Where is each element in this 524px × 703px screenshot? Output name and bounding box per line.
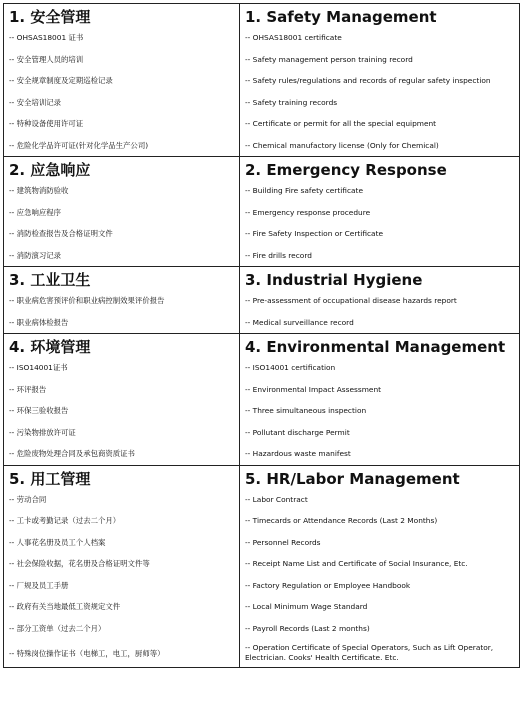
list-item: -- 特殊岗位操作证书（电梯工，电工，厨师等） [9, 648, 165, 658]
list-item: -- OHSAS18001 证书 [9, 33, 84, 43]
section-en-column [240, 466, 519, 668]
section-cn-column [4, 267, 240, 333]
list-item: -- Pollutant discharge Permit [245, 427, 350, 437]
section-emergency-response [4, 156, 519, 266]
list-item: -- 工卡或考勤记录（过去二个月） [9, 516, 121, 526]
section-en-title: 5. HR/Labor Management [245, 469, 460, 488]
section-cn-column [4, 4, 240, 156]
list-item: -- ISO14001证书 [9, 363, 68, 373]
section-cn-column [4, 334, 240, 465]
list-item: -- Receipt Name List and Certificate of Social Insurance, Etc. [245, 559, 468, 569]
list-item: -- OHSAS18001 certificate [245, 33, 342, 43]
list-item: -- Payroll Records (Last 2 months) [245, 623, 370, 633]
list-item: -- Labor Contract [245, 494, 308, 504]
list-item: -- Pre-assessment of occupational disease hazards report [245, 296, 457, 306]
list-item: -- Factory Regulation or Employee Handbook [245, 580, 411, 590]
list-item: -- Local Minimum Wage Standard [245, 602, 368, 612]
list-item: -- 职业病体检报告 [9, 317, 69, 327]
section-en-column [240, 4, 519, 156]
list-item: -- 安全规章制度及定期巡检记录 [9, 76, 113, 86]
section-en-title: 2. Emergency Response [245, 161, 447, 179]
list-item: -- 环评报告 [9, 384, 47, 394]
section-cn-column [4, 466, 240, 668]
list-item: -- 消防检查报告及合格证明文件 [9, 229, 113, 239]
list-item: -- 职业病危害预评价和职业病控制效果评价报告 [9, 296, 165, 306]
list-item: -- Safety management person training record [245, 54, 413, 64]
list-item: -- Operation Certificate of Special Operators, Such as Lift Operator, Electrician. Cooks' Health Certificate. Etc. [245, 643, 494, 662]
section-industrial-hygiene [4, 266, 519, 333]
section-hr-labor-management [4, 465, 519, 668]
list-item: -- 危险化学品许可证(针对化学品生产公司) [9, 140, 149, 150]
list-item: -- 政府有关当地最低工资规定文件 [9, 602, 121, 612]
list-item: -- 消防演习记录 [9, 250, 62, 260]
list-item: -- Timecards or Attendance Records (Last 2 Months) [245, 516, 438, 526]
list-item: -- 污染物排放许可证 [9, 427, 76, 437]
list-item: -- Environmental Impact Assessment [245, 384, 382, 394]
list-item: -- Hazardous waste manifest [245, 449, 351, 459]
section-cn-title: 4. 环境管理 [9, 338, 91, 356]
list-item: -- Certificate or permit for all the special equipment [245, 119, 437, 129]
section-safety-management [4, 4, 519, 156]
list-item: -- 特种设备使用许可证 [9, 119, 84, 129]
section-en-column [240, 157, 519, 266]
section-cn-title: 2. 应急响应 [9, 161, 91, 179]
section-en-column [240, 267, 519, 333]
list-item: -- Medical surveillance record [245, 317, 354, 327]
list-item: -- Emergency response procedure [245, 207, 371, 217]
section-cn-column [4, 157, 240, 266]
section-environmental-management [4, 333, 519, 465]
list-item: -- Three simultaneous inspection [245, 406, 367, 416]
list-item: -- 安全管理人员的培训 [9, 54, 84, 64]
list-item: -- 厂规及员工手册 [9, 580, 69, 590]
section-en-title: 1. Safety Management [245, 8, 437, 26]
document-table [3, 3, 520, 668]
section-cn-title: 5. 用工管理 [9, 469, 91, 488]
list-item: -- 建筑物消防验收 [9, 186, 69, 196]
section-cn-title: 3. 工业卫生 [9, 271, 91, 289]
section-en-title: 4. Environmental Management [245, 338, 506, 356]
section-cn-title: 1. 安全管理 [9, 8, 91, 26]
list-item: -- Chemical manufactory license (Only for Chemical) [245, 140, 439, 150]
list-item: -- Building Fire safety certificate [245, 186, 363, 196]
list-item: -- 应急响应程序 [9, 207, 62, 217]
list-item: -- Personnel Records [245, 537, 321, 547]
list-item: -- 社会保险收据，花名册及合格证明文件等 [9, 559, 150, 569]
list-item: -- Fire drills record [245, 250, 312, 260]
list-item: -- 安全培训记录 [9, 97, 62, 107]
section-en-column [240, 334, 519, 465]
list-item: -- Fire Safety Inspection or Certificate [245, 229, 384, 239]
list-item: -- Safety training records [245, 97, 338, 107]
list-item: -- 危险废物处理合同及承包商资质证书 [9, 449, 135, 459]
list-item: -- 部分工资单（过去二个月） [9, 623, 106, 633]
section-en-title: 3. Industrial Hygiene [245, 271, 423, 289]
list-item: -- 劳动合同 [9, 494, 47, 504]
list-item: -- ISO14001 certification [245, 363, 336, 373]
list-item: -- 环保三验收报告 [9, 406, 69, 416]
list-item: -- 人事花名册及员工个人档案 [9, 537, 106, 547]
list-item: -- Safety rules/regulations and records of regular safety inspection [245, 76, 491, 86]
